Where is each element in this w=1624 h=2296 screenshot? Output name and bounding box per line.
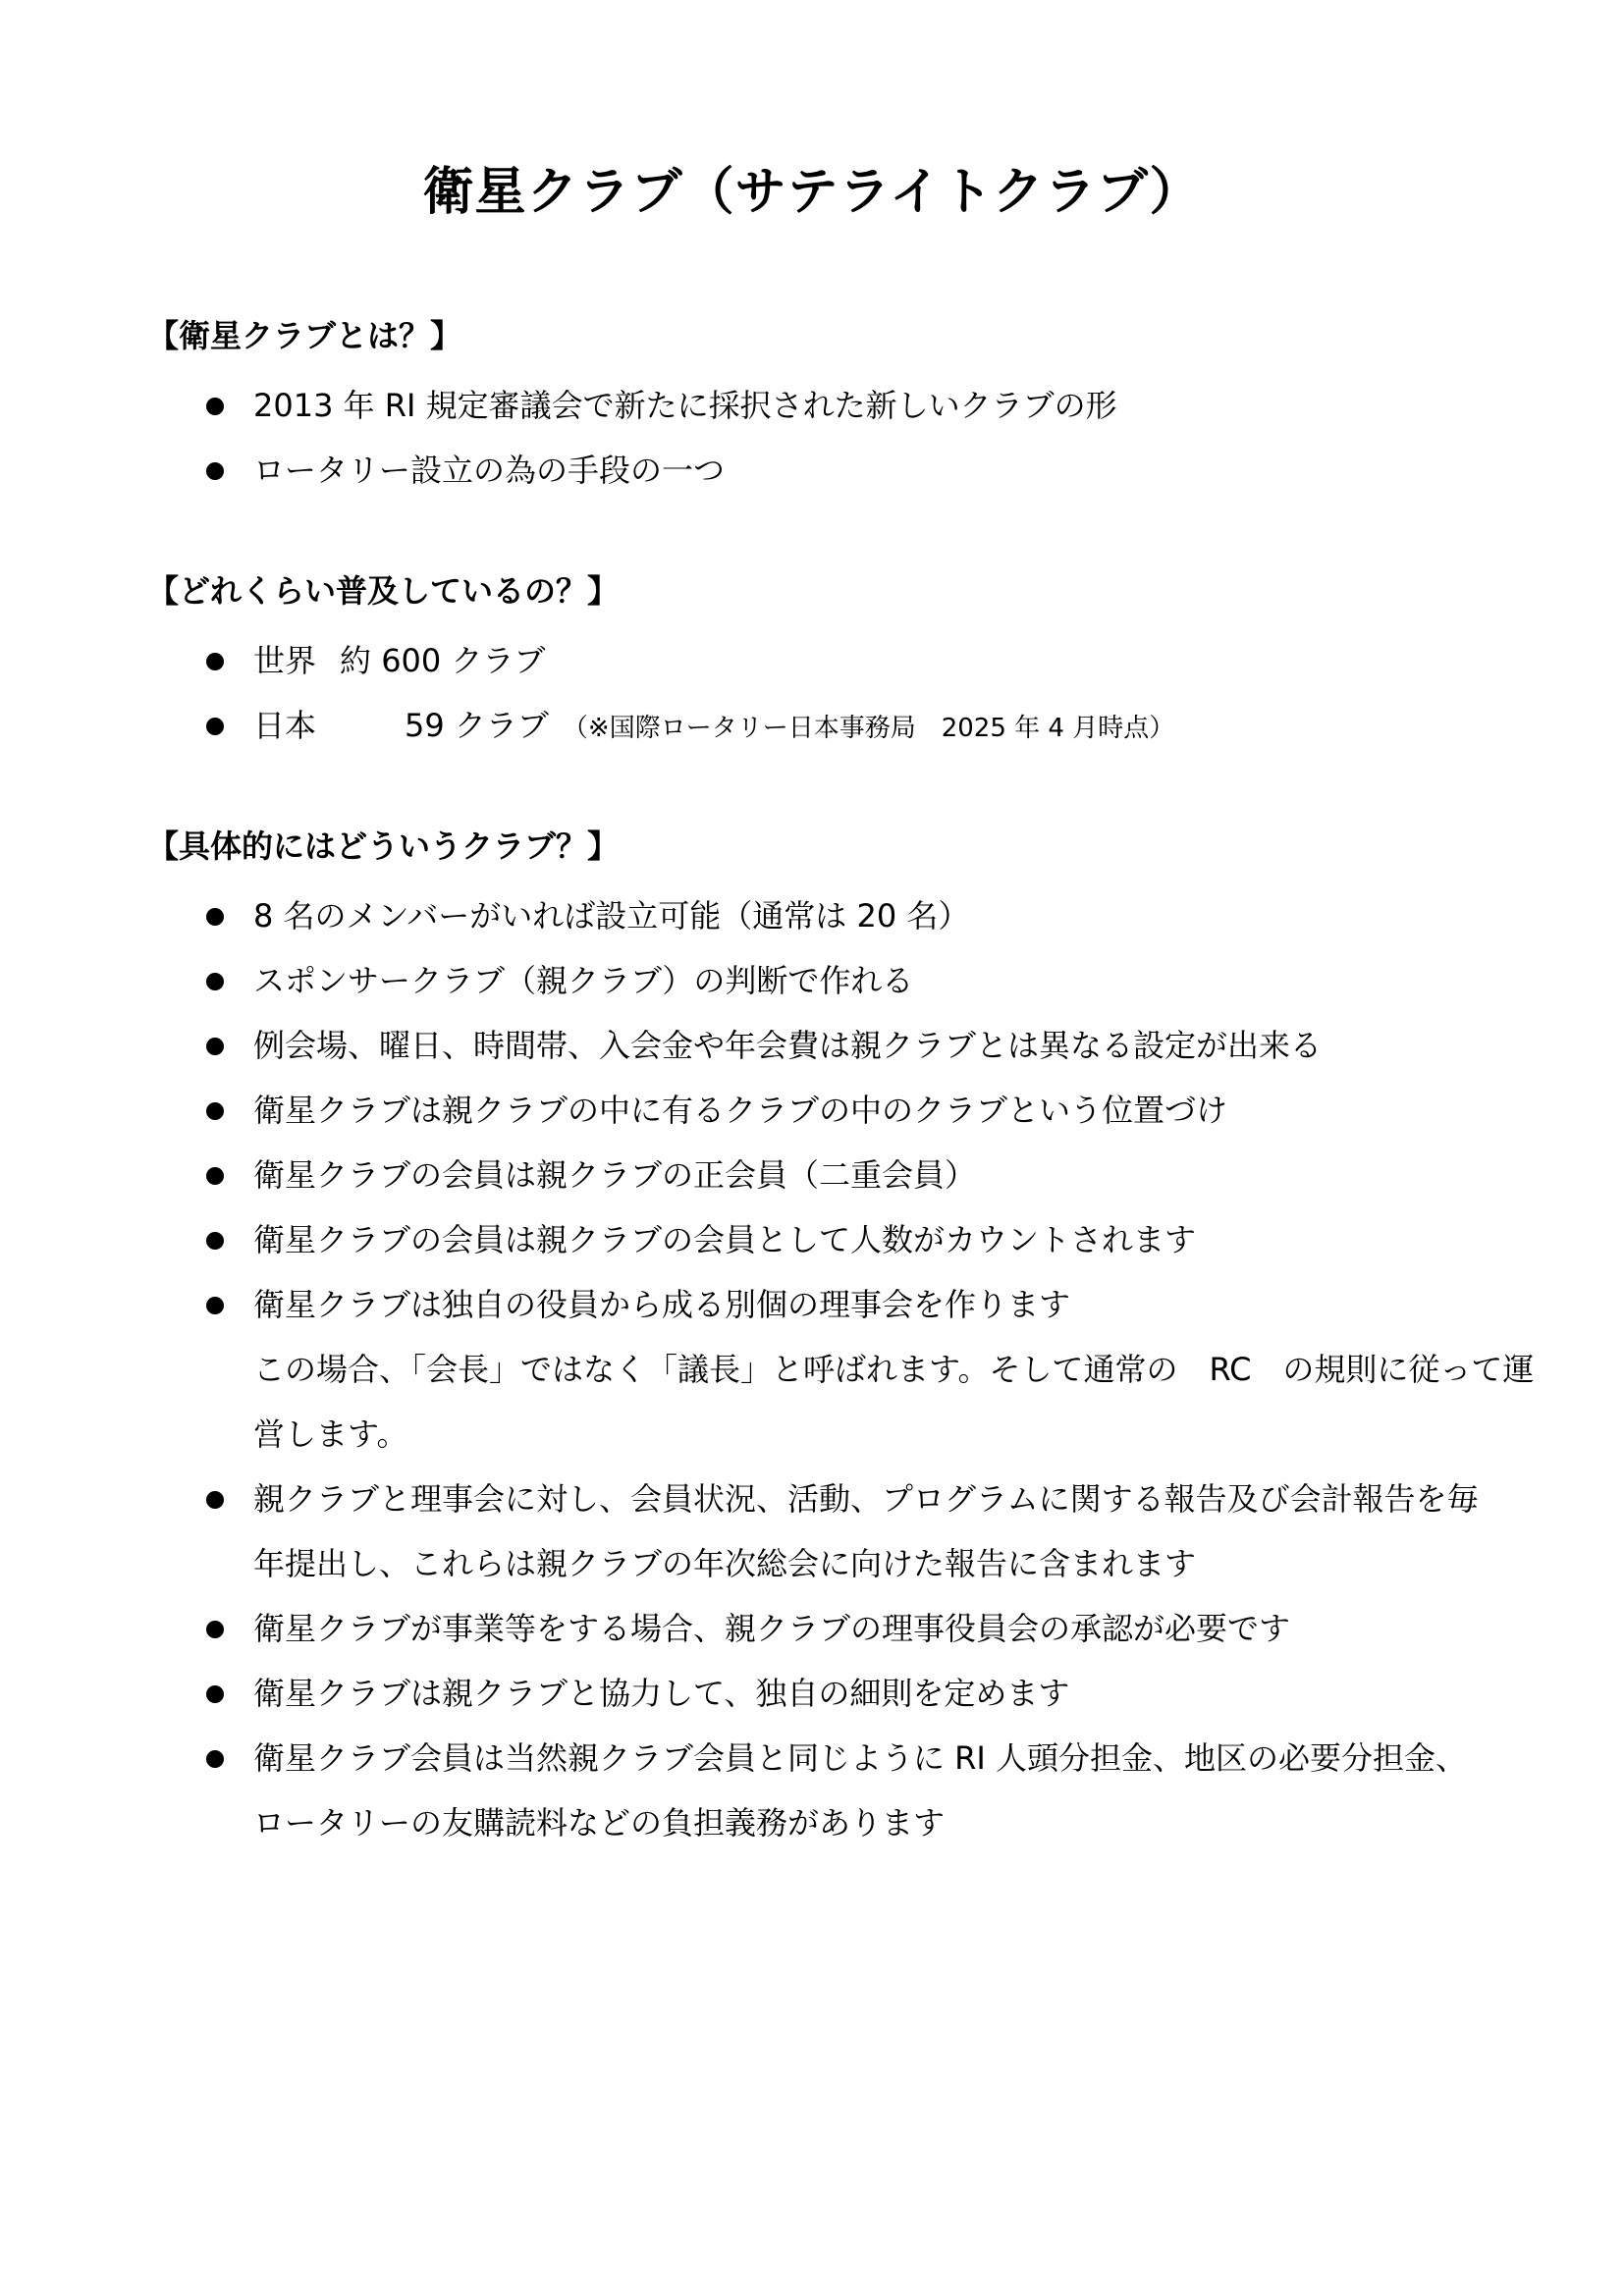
bullet-icon xyxy=(206,1297,224,1314)
bullet-list xyxy=(147,883,1535,1855)
list-item xyxy=(147,1013,1512,1078)
list-item-text: 衛星クラブは親クラブと協力して、独自の細則を定めます xyxy=(253,1675,1070,1712)
list-item-text: 営します。 xyxy=(253,1415,408,1453)
source-note: （※国際ロータリー日本事務局 2025 年 4 月時点） xyxy=(562,714,1175,743)
list-item xyxy=(147,883,1512,948)
section-heading: 【どれくらい普及しているの？】 xyxy=(147,572,620,610)
bullet-icon xyxy=(206,1491,224,1509)
list-item-text: 衛星クラブが事業等をする場合、親クラブの理事役員会の承認が必要です xyxy=(253,1610,1291,1647)
list-item xyxy=(147,693,1512,761)
list-item xyxy=(147,1726,1512,1855)
section-prevalence xyxy=(147,567,1512,761)
list-item xyxy=(147,1143,1512,1207)
list-item xyxy=(147,1661,1512,1726)
bullet-list xyxy=(147,373,1512,503)
bullet-icon xyxy=(206,908,224,926)
bullet-icon xyxy=(206,462,224,480)
list-item-text: 2013 年 RI 規定審議会で新たに採択された新しいクラブの形 xyxy=(253,387,1117,424)
list-item-text: 衛星クラブ会員は当然親クラブ会員と同じように RI 人頭分担金、地区の必要分担金、 xyxy=(253,1739,1468,1777)
list-item xyxy=(147,628,1512,693)
bullet-icon xyxy=(206,1038,224,1055)
list-item xyxy=(147,1596,1512,1661)
bullet-icon xyxy=(206,973,224,990)
stat-label: 日本 xyxy=(253,707,317,744)
list-item-text: 例会場、曜日、時間帯、入会金や年会費は親クラブとは異なる設定が出来る xyxy=(253,1027,1323,1064)
stat-value: 約 600 クラブ xyxy=(340,642,546,679)
bullet-icon xyxy=(206,653,224,670)
stat-label: 世界 xyxy=(253,642,317,679)
list-item-text: 8 名のメンバーがいれば設立可能（通常は 20 名） xyxy=(253,897,970,934)
bullet-icon xyxy=(206,398,224,415)
section-heading: 【衛星クラブとは？】 xyxy=(147,317,462,354)
list-item-text: ロータリー設立の為の手段の一つ xyxy=(253,452,726,489)
list-item-text: 年提出し、これらは親クラブの年次総会に向けた報告に含まれます xyxy=(253,1545,1197,1582)
bullet-icon xyxy=(206,1750,224,1768)
list-item-text: 親クラブと理事会に対し、会員状況、活動、プログラムに関する報告及び会計報告を毎 xyxy=(253,1480,1479,1518)
bullet-icon xyxy=(206,1167,224,1185)
bullet-list xyxy=(147,628,1512,761)
list-item-text: ロータリーの友購読料などの負担義務があります xyxy=(253,1804,946,1842)
list-item-text: 衛星クラブは独自の役員から成る別個の理事会を作ります xyxy=(253,1286,1071,1323)
section-heading: 【具体的にはどういうクラブ？】 xyxy=(147,828,620,865)
bullet-icon xyxy=(206,1232,224,1250)
bullet-icon xyxy=(206,718,224,735)
list-item xyxy=(147,1467,1512,1596)
page-title: 衛星クラブ（サテライトクラブ） xyxy=(422,163,1202,222)
list-item-text: スポンサークラブ（親クラブ）の判断で作れる xyxy=(253,962,914,999)
bullet-icon xyxy=(206,1621,224,1638)
list-item-text: 衛星クラブの会員は親クラブの正会員（二重会員） xyxy=(253,1156,977,1194)
section-details xyxy=(147,823,1535,1855)
list-item xyxy=(147,948,1512,1013)
list-item xyxy=(147,373,1512,438)
stat-value: 59 クラブ xyxy=(405,707,549,744)
section-what-is xyxy=(147,312,1512,503)
list-item xyxy=(147,1272,1535,1467)
list-item xyxy=(147,438,1512,503)
list-item-text: 衛星クラブの会員は親クラブの会員として人数がカウントされます xyxy=(253,1221,1197,1258)
bullet-icon xyxy=(206,1102,224,1120)
list-item xyxy=(147,1207,1512,1272)
bullet-icon xyxy=(206,1685,224,1703)
list-item xyxy=(147,1078,1512,1143)
list-item-text: この場合、「会長」ではなく「議長」と呼ばれます。そして通常の RC の規則に従って運 xyxy=(253,1351,1535,1388)
list-item-text: 衛星クラブは親クラブの中に有るクラブの中のクラブという位置づけ xyxy=(253,1092,1228,1129)
